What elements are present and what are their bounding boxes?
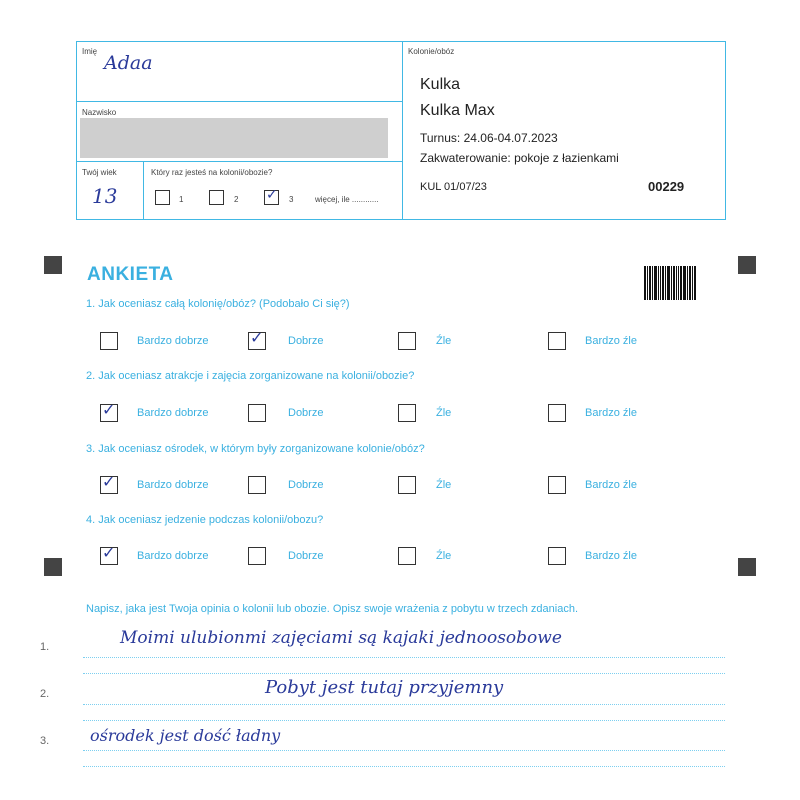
q2-checkbox-bardzo-dobrze[interactable] [100,400,118,422]
registration-marker-tl [44,256,62,274]
question-4-text: 4. Jak oceniasz jedzenie podczas kolonii/obozu? [86,514,324,526]
check-mark-icon: ✓ [266,187,278,203]
opinion-dotted-line [83,704,725,705]
opinion-dotted-line [83,673,725,674]
q1-checkbox-bardzo-zle[interactable] [548,332,566,350]
zakwaterowanie-row [420,151,619,165]
wiek-label: Twój wiek [82,168,117,177]
q4-option-bardzo-zle: Bardzo źle [585,550,637,562]
zakwaterowanie-label: Zakwaterowanie: [420,151,511,165]
q3-option-bardzo-dobrze: Bardzo dobrze [137,479,209,491]
divider [402,41,403,220]
imie-value[interactable]: Adaa [104,52,153,74]
camp-code: KUL 01/07/23 [420,181,487,193]
q1-checkbox-bardzo-dobrze[interactable] [100,332,118,350]
q3-checkbox-zle[interactable] [398,476,416,494]
divider [143,161,144,220]
barcode [644,266,700,300]
registration-marker-bl [44,558,62,576]
q3-option-zle: Źle [436,479,452,491]
ktory-raz-option-2: 2 [234,195,239,204]
q2-option-bardzo-dobrze: Bardzo dobrze [137,407,209,419]
nazwisko-label: Nazwisko [82,108,117,117]
wiecej-label: więcej, ile ............ [315,195,379,204]
imie-label: Imię [82,47,98,56]
line-number-3: 3. [40,735,50,747]
turnus-label: Turnus: [420,131,461,145]
q1-option-zle: Źle [436,335,452,347]
opinion-line-2[interactable]: Pobyt jest tutaj przyjemny [265,677,504,698]
q4-option-bardzo-dobrze: Bardzo dobrze [137,550,209,562]
redacted-surname [80,118,388,158]
q2-option-zle: Źle [436,407,452,419]
kolonie-label: Kolonie/obóz [408,47,455,56]
line-number-1: 1. [40,641,50,653]
check-mark-icon: ✓ [102,543,116,562]
q1-checkbox-zle[interactable] [398,332,416,350]
opinion-line-3[interactable]: ośrodek jest dość ładny [90,726,281,745]
q3-checkbox-bardzo-dobrze[interactable] [100,472,118,494]
q1-option-dobrze: Dobrze [288,335,324,347]
camp-name-2: Kulka Max [420,102,495,119]
q4-checkbox-bardzo-dobrze[interactable] [100,543,118,565]
q3-checkbox-bardzo-zle[interactable] [548,476,566,494]
check-mark-icon: ✓ [102,472,116,491]
registration-marker-tr [738,256,756,274]
ktory-raz-checkbox-2[interactable] [209,190,224,205]
question-3-text: 3. Jak oceniasz ośrodek, w którym były zorganizowane kolonie/obóz? [86,443,425,455]
question-2-text: 2. Jak oceniasz atrakcje i zajęcia zorganizowane na kolonii/obozie? [86,370,415,382]
line-number-2: 2. [40,688,50,700]
q3-option-dobrze: Dobrze [288,479,324,491]
q2-checkbox-dobrze[interactable] [248,404,266,422]
q2-checkbox-bardzo-zle[interactable] [548,404,566,422]
q1-option-bardzo-dobrze: Bardzo dobrze [137,335,209,347]
divider [76,161,402,162]
turnus-value: 24.06-04.07.2023 [463,131,558,145]
turnus-row [420,131,558,145]
opinion-prompt: Napisz, jaka jest Twoja opinia o kolonii lub obozie. Opisz swoje wrażenia z pobytu w trzech zdaniach. [86,603,578,615]
q1-option-bardzo-zle: Bardzo źle [585,335,637,347]
opinion-line-1[interactable]: Moimi ulubionmi zajęciami są kajaki jednoosobowe [120,628,562,648]
q2-option-dobrze: Dobrze [288,407,324,419]
divider [76,101,402,102]
camp-name-1: Kulka [420,76,461,93]
form-number: 00229 [648,179,685,194]
q4-option-zle: Źle [436,550,452,562]
q2-option-bardzo-zle: Bardzo źle [585,407,637,419]
q4-option-dobrze: Dobrze [288,550,324,562]
wiek-value[interactable]: 13 [92,184,118,208]
check-mark-icon: ✓ [250,328,264,347]
q4-checkbox-bardzo-zle[interactable] [548,547,566,565]
question-1-text: 1. Jak oceniasz całą kolonię/obóz? (Podobało Ci się?) [86,298,350,310]
opinion-dotted-line [83,720,725,721]
opinion-dotted-line [83,750,725,751]
opinion-dotted-line [83,657,725,658]
check-mark-icon: ✓ [102,400,116,419]
zakwaterowanie-value: pokoje z łazienkami [514,151,619,165]
survey-title: ANKIETA [87,264,174,285]
registration-marker-br [738,558,756,576]
ktory-raz-checkbox-3[interactable] [264,187,279,205]
q3-option-bardzo-zle: Bardzo źle [585,479,637,491]
opinion-dotted-line [83,766,725,767]
ktory-raz-checkbox-1[interactable] [155,190,170,205]
ktory-raz-label: Który raz jesteś na kolonii/obozie? [151,168,273,177]
q1-checkbox-dobrze[interactable] [248,328,266,350]
ktory-raz-option-3: 3 [289,195,294,204]
ktory-raz-option-1: 1 [179,195,184,204]
q4-checkbox-dobrze[interactable] [248,547,266,565]
q3-checkbox-dobrze[interactable] [248,476,266,494]
q4-checkbox-zle[interactable] [398,547,416,565]
q2-checkbox-zle[interactable] [398,404,416,422]
